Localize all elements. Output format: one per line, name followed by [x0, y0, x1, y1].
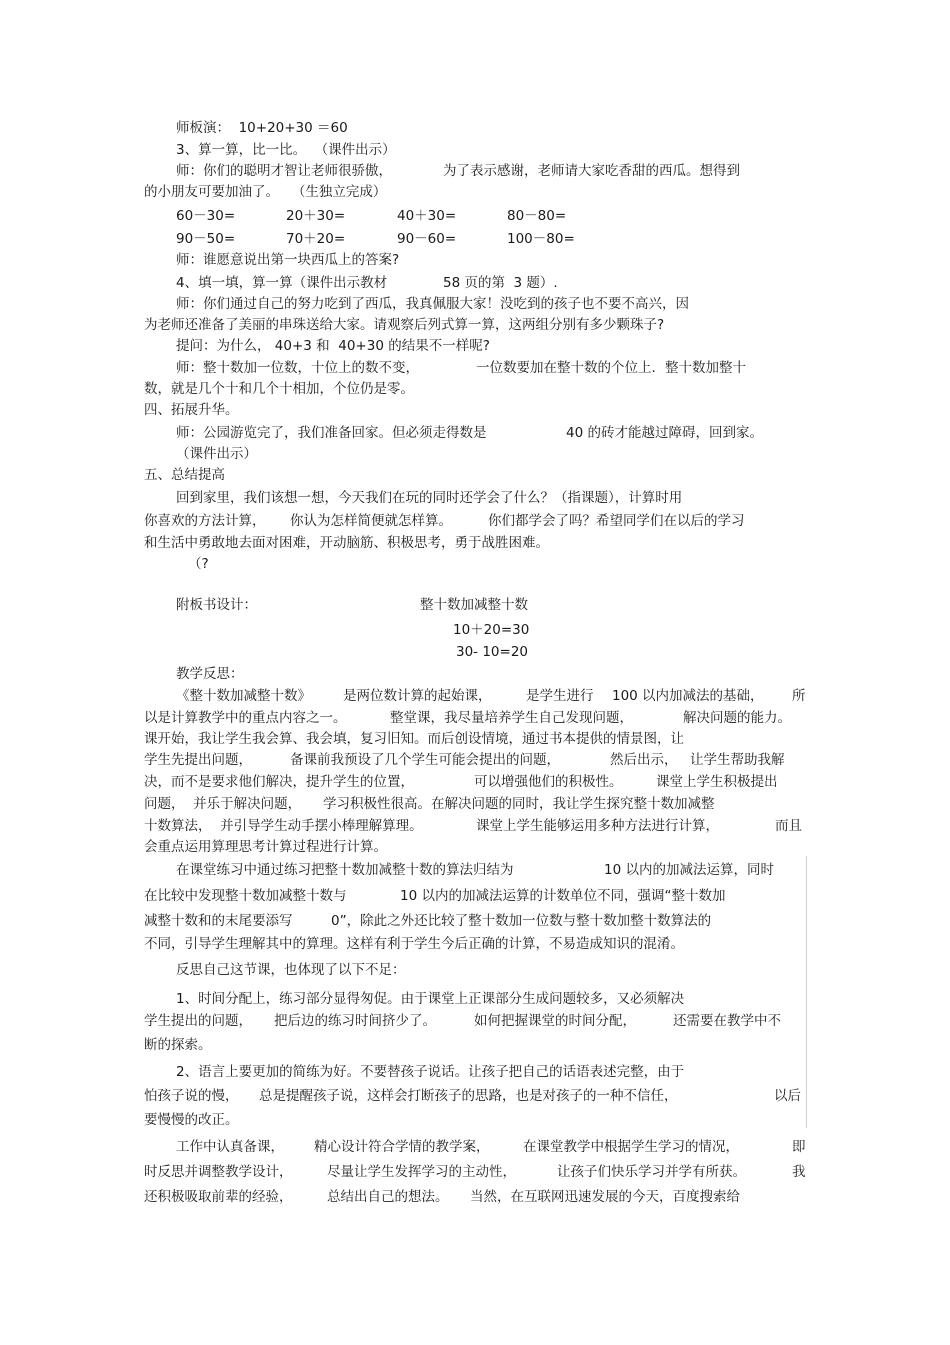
- text-line: 总结出自己的想法。: [327, 1189, 449, 1205]
- text-line: 课开始，我让学生我会算、我会填，复习旧知。而后创设情境，通过书本提供的情景图，让: [144, 731, 684, 747]
- text-line: 在课堂教学中根据学生学习的情况，: [523, 1139, 739, 1155]
- text-line: 备课前我预设了几个学生可能会提出的问题，: [290, 752, 560, 768]
- text-line: 怕孩子说的慢，: [144, 1088, 239, 1104]
- text-line: 然后出示，: [610, 752, 678, 768]
- text-line: 10 以内的加减法运算的计数单位不同，强调“整十数加: [400, 888, 726, 904]
- text-line: 一位数要加在整十数的个位上．整十数加整十: [476, 360, 746, 376]
- exercise-item: 70＋20=: [286, 231, 346, 247]
- text-line: 40 的砖才能越过障碍，回到家。: [566, 425, 763, 441]
- text-line: 《整十数加减整十数》: [176, 688, 311, 704]
- text-line: 师板演： 10+20+30 ＝60: [176, 120, 348, 136]
- exercise-item: 20＋30=: [286, 208, 346, 224]
- text-line: 学习积极性很高。在解决问题的同时，我让学生探究整十数加减整: [323, 796, 715, 812]
- text-line: 3、算一算，比一比。 （课件出示）: [176, 142, 396, 158]
- margin-rule: [806, 856, 807, 1128]
- text-line: 把后边的练习时间挤少了。: [274, 1013, 436, 1029]
- text-line: 100 以内加减法的基础，: [612, 688, 764, 704]
- text-line: 4、填一填，算一算（课件出示教材: [176, 275, 388, 291]
- text-line: 师：整十数加一位数，十位上的数不变，: [176, 360, 419, 376]
- text-line: 以后: [774, 1088, 801, 1104]
- text-line: 还积极吸取前辈的经验，: [144, 1189, 293, 1205]
- text-line: 减整十数和的末尾要添写: [144, 913, 293, 929]
- text-line: 决，而不是要求他们解决，提升学生的位置，: [144, 774, 414, 790]
- text-line: 1、时间分配上，练习部分显得匆促。由于课堂上正课部分生成问题较多，又必须解决: [176, 991, 685, 1007]
- text-line: 数，就是几个十和几个十相加，个位仍是零。: [144, 381, 414, 397]
- text-line: 58 页的第 3 题）.: [443, 275, 558, 291]
- text-line: 会重点运用算理思考计算过程进行计算。: [144, 839, 387, 855]
- text-line: 和生活中勇敢地去面对困难，开动脑筋、积极思考，勇于战胜困难。: [144, 535, 549, 551]
- text-line: 你认为怎样简便就怎样算。: [290, 513, 452, 529]
- text-line: 学生提出的问题，: [144, 1013, 252, 1029]
- text-line: 断的探索。: [144, 1037, 212, 1053]
- text-line: 十数算法， 并引导学生动手摆小棒理解算理。: [144, 818, 423, 834]
- exercise-item: 90－60=: [397, 231, 457, 247]
- text-line: 回到家里，我们该想一想，今天我们在玩的同时还学会了什么？（指课题），计算时用: [176, 490, 683, 506]
- text-line: 整堂课，我尽量培养学生自己发现问题，: [390, 710, 633, 726]
- text-line: 10 以内的加减法运算，同时: [604, 862, 774, 878]
- text-line: 不同，引导学生理解其中的算理。这样有利于学生今后正确的计算，不易造成知识的混淆。: [144, 936, 684, 952]
- text-line: 让孩子们快乐学习并学有所获。: [557, 1164, 746, 1180]
- text-line: 课堂上学生能够运用多种方法进行计算，: [476, 818, 719, 834]
- board-equation: 30- 10=20: [456, 644, 529, 660]
- text-line: 师：公园游览完了，我们准备回家。但必须走得数是: [176, 425, 487, 441]
- text-line: 学生先提出问题，: [144, 752, 252, 768]
- text-line: 反思自己这节课，也体现了以下不足：: [176, 962, 406, 978]
- board-design-title: 整十数加减整十数: [420, 597, 528, 613]
- section-heading: 四、拓展升华。: [144, 402, 239, 418]
- text-line: 课堂上学生积极提出: [656, 774, 778, 790]
- text-line: （课件出示）: [176, 446, 257, 462]
- text-line: 在比较中发现整十数加减整十数与: [144, 888, 347, 904]
- exercise-item: 40＋30=: [397, 208, 457, 224]
- text-line: 总是提醒孩子说，这样会打断孩子的思路，也是对孩子的一种不信任，: [259, 1088, 678, 1104]
- text-line: 为老师还准备了美丽的串珠送给大家。请观察后列式算一算，这两组分别有多少颗珠子?: [144, 317, 665, 333]
- section-heading: 五、总结提高: [144, 467, 225, 483]
- text-line: 你喜欢的方法计算，: [144, 513, 266, 529]
- exercise-item: 80－80=: [507, 208, 567, 224]
- text-line: 精心设计符合学情的教学案，: [314, 1139, 490, 1155]
- text-line: 可以增强他们的积极性。: [474, 774, 623, 790]
- text-line: 提问：为什么， 40+3 和 40+30 的结果不一样呢?: [176, 338, 490, 354]
- text-line: （?: [188, 556, 209, 572]
- text-line: 我: [792, 1164, 806, 1180]
- text-line: 师：你们通过自己的努力吃到了西瓜，我真佩服大家！没吃到的孩子也不要不高兴，因: [176, 296, 689, 312]
- text-line: 的小朋友可要加油了。 （生独立完成）: [144, 184, 387, 200]
- text-line: 以是计算教学中的重点内容之一。: [144, 710, 347, 726]
- text-line: 在课堂练习中通过练习把整十数加减整十数的算法归结为: [176, 862, 514, 878]
- text-line: 让学生帮助我解: [690, 752, 785, 768]
- text-line: 为了表示感谢，老师请大家吃香甜的西瓜。想得到: [443, 163, 740, 179]
- section-heading: 教学反思：: [176, 666, 244, 682]
- exercise-item: 100－80=: [507, 231, 575, 247]
- text-line: 还需要在教学中不: [673, 1013, 781, 1029]
- text-line: 时反思并调整教学设计，: [144, 1164, 293, 1180]
- text-line: 是两位数计算的起始课，: [343, 688, 492, 704]
- text-line: 工作中认真备课，: [176, 1139, 284, 1155]
- text-line: 解决问题的能力。: [683, 710, 791, 726]
- exercise-item: 60－30=: [176, 208, 236, 224]
- board-design-label: 附板书设计：: [176, 597, 257, 613]
- text-line: 而且: [775, 818, 802, 834]
- text-line: 2、语言上要更加的简练为好。不要替孩子说话。让孩子把自己的话语表述完整，由于: [176, 1064, 685, 1080]
- text-line: 尽量让学生发挥学习的主动性，: [327, 1164, 516, 1180]
- text-line: 要慢慢的改正。: [144, 1112, 239, 1128]
- board-equation: 10＋20=30: [453, 622, 530, 638]
- text-line: 0”，除此之外还比较了整十数加一位数与整十数加整十数算法的: [331, 913, 712, 929]
- text-line: 师：谁愿意说出第一块西瓜上的答案?: [176, 252, 400, 268]
- text-line: 如何把握课堂的时间分配，: [474, 1013, 636, 1029]
- text-line: 即: [792, 1139, 806, 1155]
- text-line: 是学生进行: [526, 688, 594, 704]
- text-line: 问题， 并乐于解决问题，: [144, 796, 302, 812]
- text-line: 当然，在互联网迅速发展的今天，百度搜索给: [470, 1189, 740, 1205]
- text-line: 师：你们的聪明才智让老师很骄傲，: [176, 163, 392, 179]
- text-line: 你们都学会了吗？希望同学们在以后的学习: [488, 513, 745, 529]
- exercise-item: 90－50=: [176, 231, 236, 247]
- text-line: 所: [792, 688, 806, 704]
